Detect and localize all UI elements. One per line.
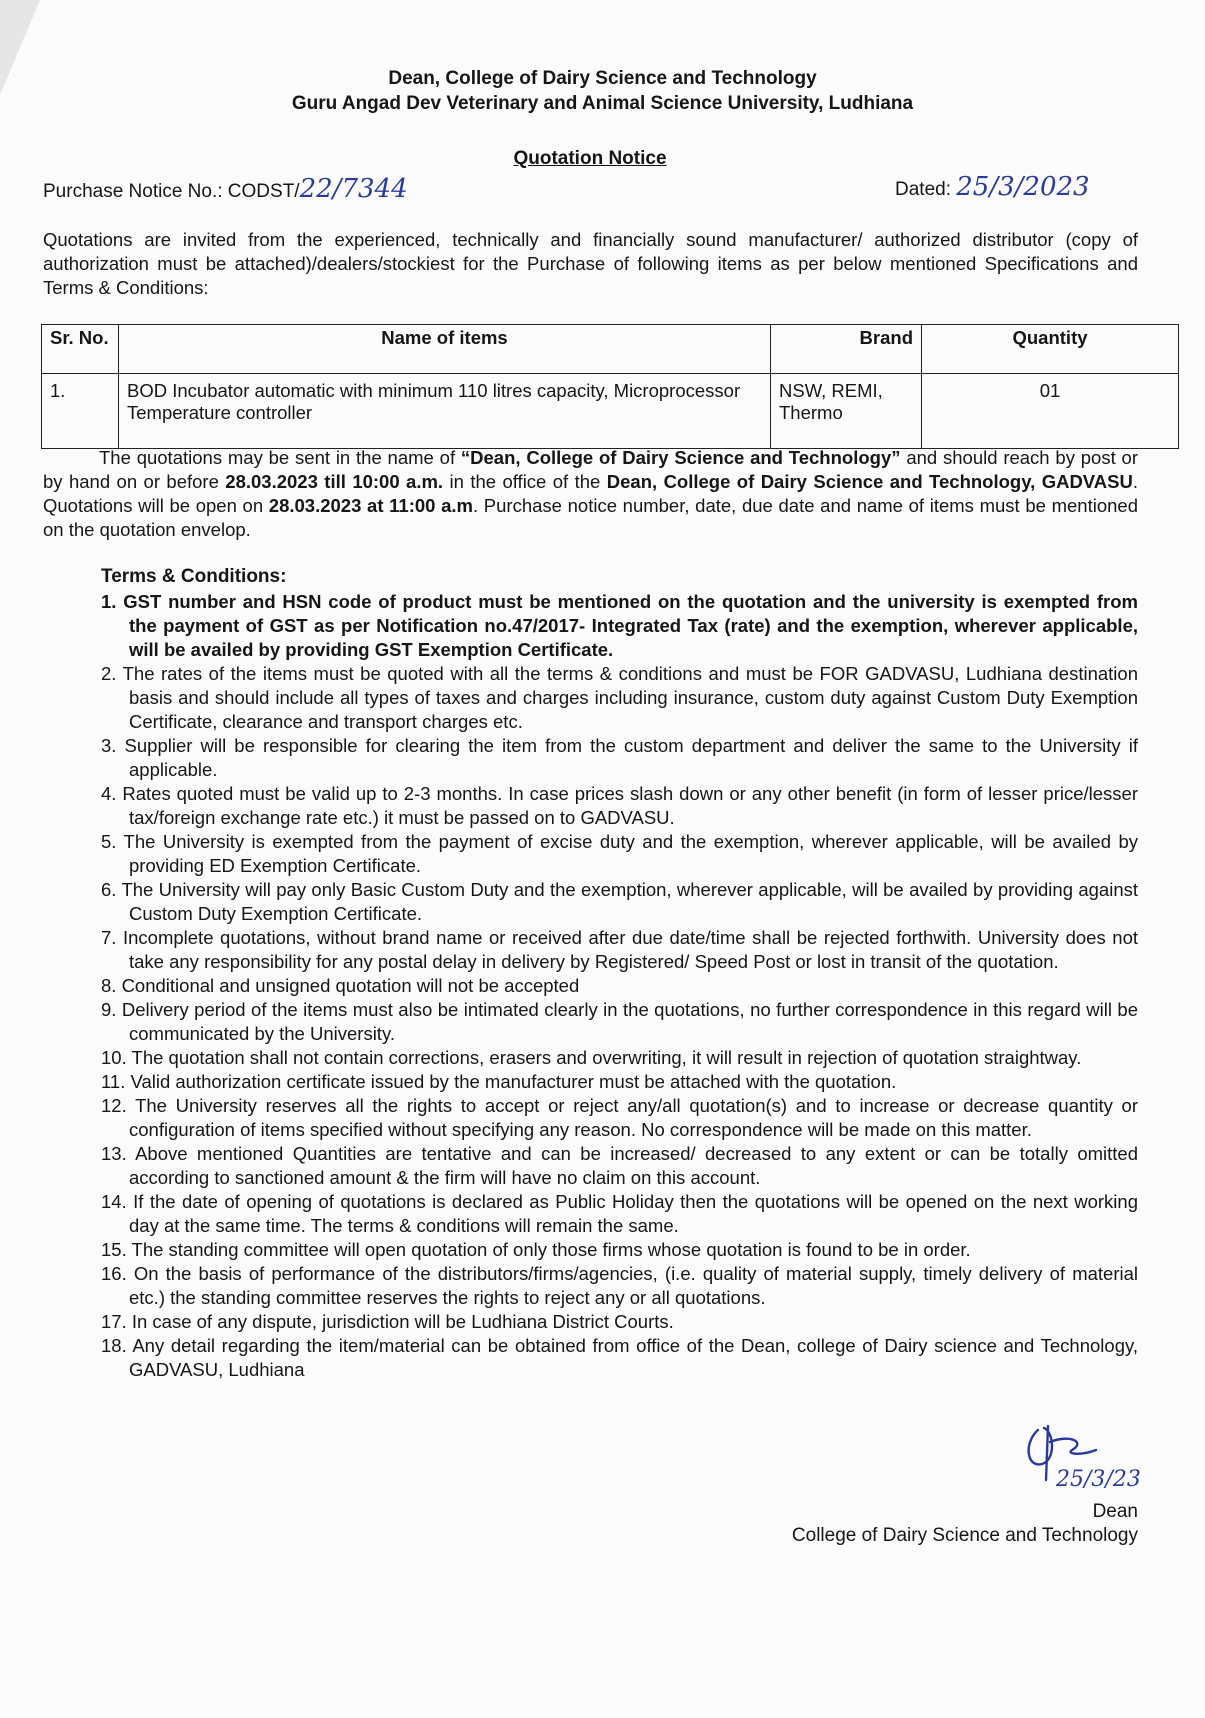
- purchase-notice-handwritten-number: 22/7344: [299, 174, 408, 204]
- items-table: [41, 324, 1179, 449]
- header-line-university: Guru Angad Dev Veterinary and Animal Science University, Ludhiana: [291, 93, 914, 114]
- header-brand: Brand: [771, 325, 922, 374]
- term-item: 17. In case of any dispute, jurisdiction will be Ludhiana District Courts.: [101, 1311, 674, 1332]
- header-line-dean: Dean, College of Dairy Science and Technology: [388, 68, 817, 89]
- cell-item-name: BOD Incubator automatic with minimum 110 litres capacity, Microprocessor Temperature controller: [119, 374, 771, 449]
- table-row: [42, 374, 1179, 449]
- term-item: 12. The University reserves all the rights to accept or reject any/all quotation(s) and to increase or decrease quantity or configuration of items specified without specifying any reason. No correspondence will be made on this matter.: [101, 1095, 1138, 1140]
- notice-title: Quotation Notice: [513, 148, 667, 169]
- term-item: 18. Any detail regarding the item/material can be obtained from office of the Dean, college of Dairy science and Technology, GADVASU, Ludhiana: [101, 1335, 1138, 1380]
- submission-office: Dean, College of Dairy Science and Technology, GADVASU: [606, 471, 1133, 492]
- term-item: 10. The quotation shall not contain corrections, erasers and overwriting, it will result in rejection of quotation straightway.: [101, 1047, 1082, 1068]
- submission-addressee: “Dean, College of Dairy Science and Technology”: [460, 447, 901, 468]
- submission-deadline: 28.03.2023 till 10:00 a.m.: [225, 471, 444, 492]
- term-item: 8. Conditional and unsigned quotation will not be accepted: [101, 975, 580, 996]
- cell-quantity: 01: [922, 374, 1179, 449]
- purchase-notice-label: Purchase Notice No.: CODST/: [43, 181, 300, 202]
- cell-sr-no: 1.: [42, 374, 119, 449]
- header-quantity: Quantity: [922, 325, 1179, 374]
- term-item: 13. Above mentioned Quantities are tentative and can be increased/ decreased to any extent or can be totally omitted according to sanctioned amount & the firm will have no claim on this account.: [101, 1143, 1138, 1188]
- submission-text-1: The quotations may be sent in the name of: [99, 447, 461, 468]
- header-name-of-items: Name of items: [119, 325, 771, 374]
- signatory-block: [792, 1500, 1138, 1548]
- term-item: 4. Rates quoted must be valid up to 2-3 months. In case prices slash down or any other benefit (in form of lesser price/lesser tax/foreign exchange rate etc.) it must be passed on to GADVASU.: [101, 783, 1138, 828]
- term-item: 15. The standing committee will open quotation of only those firms whose quotation is found to be in order.: [101, 1239, 971, 1260]
- term-item: 5. The University is exempted from the payment of excise duty and the exemption, wherever applicable, will be availed by providing ED Exemption Certificate.: [101, 831, 1138, 876]
- purchase-notice-number: [43, 174, 408, 204]
- table-header-row: [42, 325, 1179, 374]
- signatory-org: College of Dairy Science and Technology: [791, 1525, 1138, 1546]
- header-sr-no: Sr. No.: [42, 325, 119, 374]
- dated: [895, 172, 1090, 202]
- submission-text-4: . Quotations will be open on: [43, 471, 1138, 516]
- intro-paragraph: Quotations are invited from the experienced, technically and financially sound manufacturer/ authorized distributor (copy of authorization must be attached)/dealers/stockiest for the Purchase of following items as per below mentioned Specifications and Terms & Conditions:: [43, 229, 1138, 298]
- term-item: 3. Supplier will be responsible for clearing the item from the custom department and deliver the same to the University if applicable.: [101, 735, 1138, 780]
- submission-text-2: and should reach by post or by hand on or before: [43, 447, 1138, 492]
- terms-list: [101, 590, 1138, 1382]
- dated-handwritten-value: 25/3/2023: [956, 172, 1090, 202]
- term-item: 7. Incomplete quotations, without brand name or received after due date/time shall be rejected forthwith. University does not take any responsibility for any postal delay in delivery by Registered/ Speed Post or lost in transit of the quotation.: [101, 927, 1138, 972]
- signatory-title: Dean: [1092, 1501, 1138, 1522]
- term-item: 1. GST number and HSN code of product must be mentioned on the quotation and the university is exempted from the payment of GST as per Notification no.47/2017- Integrated Tax (rate) and the exemption, wherever applicable, will be availed by providing GST Exemption Certificate.: [101, 591, 1138, 660]
- submission-opening-time: 28.03.2023 at 11:00 a.m: [268, 495, 473, 516]
- dated-label: Dated:: [895, 179, 957, 200]
- submission-text-5: . Purchase notice number, date, due date and name of items must be mentioned on the quotation envelop.: [43, 495, 1138, 540]
- term-item: 6. The University will pay only Basic Custom Duty and the exemption, wherever applicable, will be availed by providing against Custom Duty Exemption Certificate.: [101, 879, 1138, 924]
- cell-brand: NSW, REMI, Thermo: [771, 374, 922, 449]
- terms-title: Terms & Conditions:: [101, 566, 287, 587]
- term-item: 2. The rates of the items must be quoted with all the terms & conditions and must be FOR GADVASU, Ludhiana destination basis and should include all types of taxes and charges including insurance, custom duty against Custom Duty Exemption Certificate, clearance and transport charges etc.: [101, 663, 1138, 732]
- term-item: 11. Valid authorization certificate issued by the manufacturer must be attached with the quotation.: [101, 1071, 897, 1092]
- term-item: 9. Delivery period of the items must also be intimated clearly in the quotations, no further correspondence in this regard will be communicated by the University.: [101, 999, 1138, 1044]
- term-item: 16. On the basis of performance of the distributors/firms/agencies, (i.e. quality of material supply, timely delivery of material etc.) the standing committee reserves the rights to reject any or all quotations.: [101, 1263, 1138, 1308]
- submission-paragraph: [43, 446, 1138, 542]
- handwritten-signature: [1020, 1420, 1170, 1502]
- signature-date: 25/3/23: [1056, 1467, 1141, 1492]
- term-item: 14. If the date of opening of quotations is declared as Public Holiday then the quotations will be opened on the next working day at the same time. The terms & conditions will remain the same.: [101, 1191, 1138, 1236]
- submission-text-3: in the office of the: [443, 471, 607, 492]
